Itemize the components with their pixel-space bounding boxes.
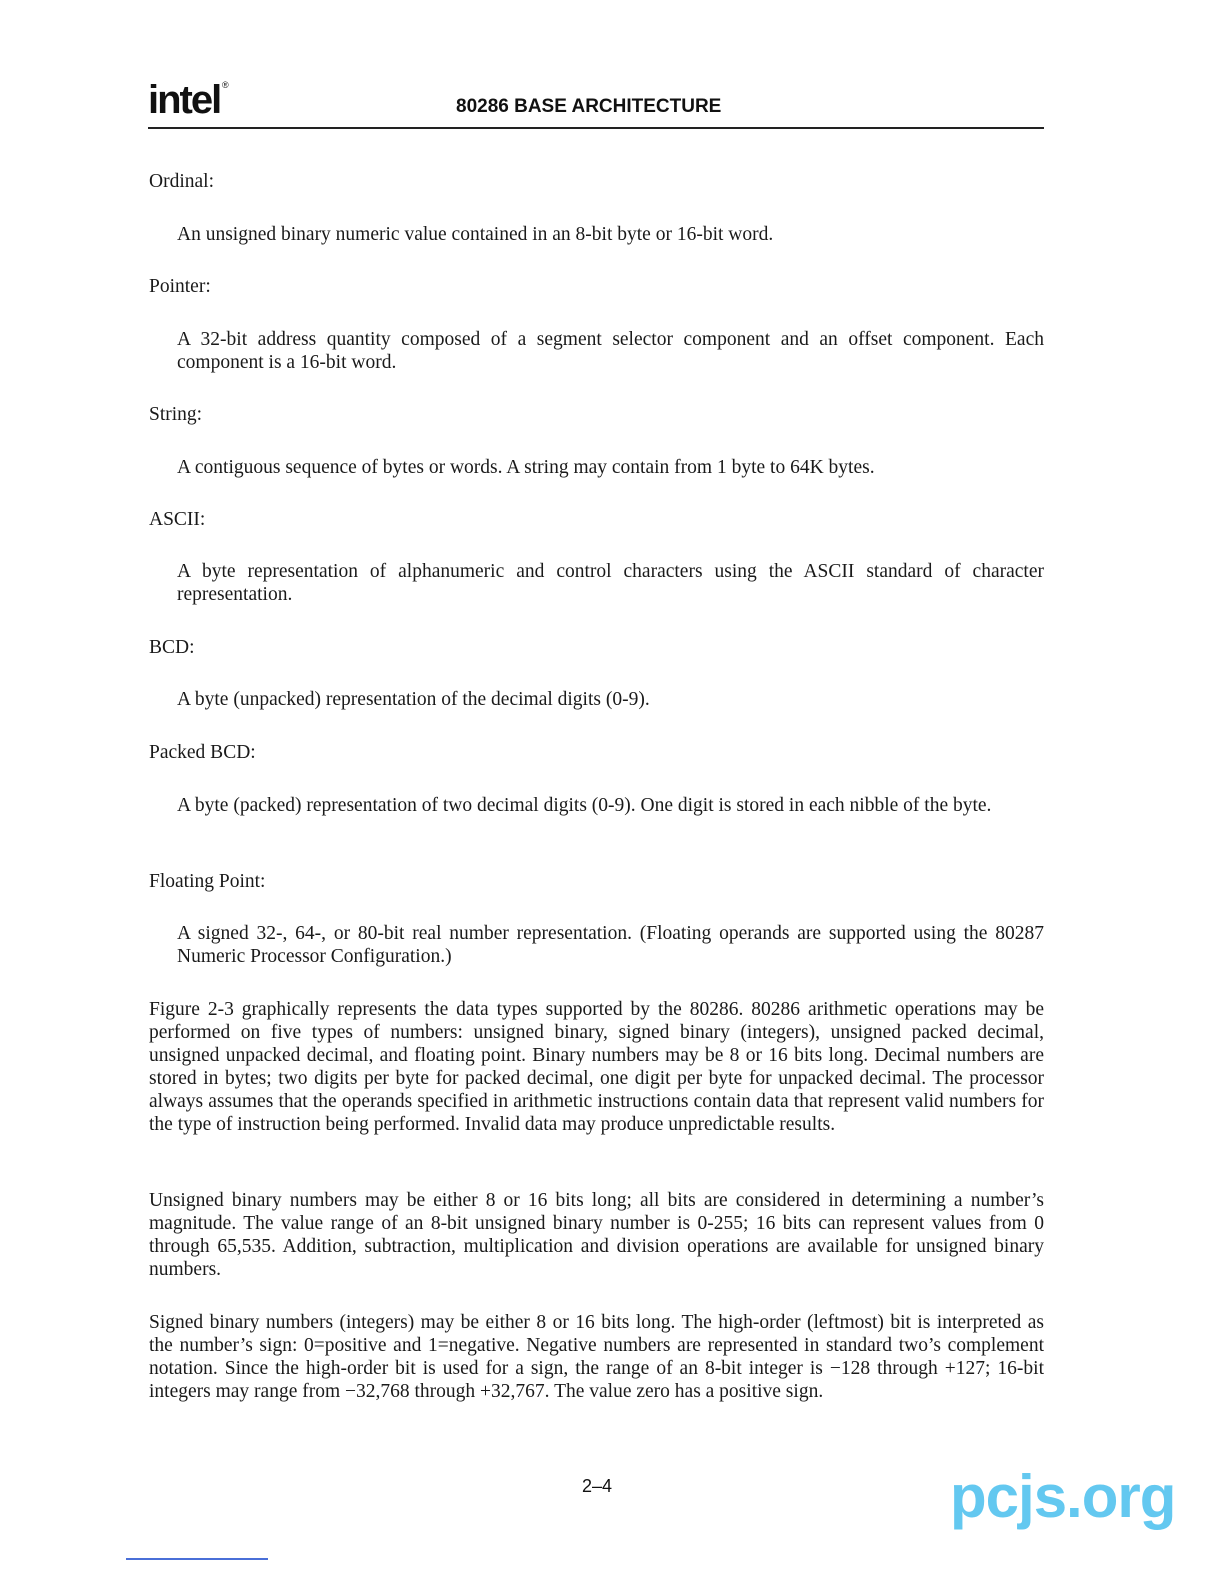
- paragraph-unsigned-binary: Unsigned binary numbers may be either 8 or 16 bits long; all bits are considered in determining a number’s magnitude. The value range of an 8-bit unsigned binary number is 0-255; 16 bits can represent values from 0 through 65,535. Addition, subtraction, multiplication and division operations are available for unsigned binary numbers.: [149, 1190, 1044, 1280]
- term-bcd: BCD:: [149, 637, 195, 658]
- definition-ascii: A byte representation of alphanumeric and control characters using the ASCII standard of character representation.: [177, 561, 1044, 605]
- definition-ordinal: An unsigned binary numeric value contained in an 8-bit byte or 16-bit word.: [177, 224, 774, 245]
- term-ordinal: Ordinal:: [149, 171, 214, 192]
- definition-pointer: A 32-bit address quantity composed of a segment selector component and an offset component. Each component is a 16-bit word.: [177, 329, 1044, 373]
- term-ascii: ASCII:: [149, 509, 206, 530]
- paragraph-signed-binary: Signed binary numbers (integers) may be either 8 or 16 bits long. The high-order (leftmost) bit is interpreted as the number’s sign: 0=positive and 1=negative. Negative numbers are represented in standard two’s complement notation. Since the high-order bit is used for a sign, the range of an 8-bit integer is −128 through +127; 16-bit integers may range from −32,768 through +32,767. The value zero has a positive sign.: [149, 1312, 1044, 1402]
- definition-floating-point: A signed 32-, 64-, or 80-bit real number representation. (Floating operands are supported using the 80287 Numeric Processor Configuration.): [177, 923, 1044, 967]
- term-pointer: Pointer:: [149, 276, 211, 297]
- pcjs-watermark: pcjs.org: [950, 1463, 1176, 1530]
- term-floating-point: Floating Point:: [149, 871, 266, 892]
- page-number: 2–4: [582, 1476, 613, 1496]
- footer-link-underline: [126, 1558, 268, 1560]
- term-packed-bcd: Packed BCD:: [149, 742, 256, 763]
- header-divider: [148, 127, 1044, 129]
- page-header: [148, 78, 1044, 130]
- definition-packed-bcd: A byte (packed) representation of two decimal digits (0-9). One digit is stored in each nibble of the byte.: [177, 795, 992, 816]
- definition-string: A contiguous sequence of bytes or words. A string may contain from 1 byte to 64K bytes.: [177, 457, 875, 478]
- registered-mark: ®: [222, 80, 229, 90]
- paragraph-data-types: Figure 2-3 graphically represents the data types supported by the 80286. 80286 arithmetic operations may be performed on five types of numbers: unsigned binary, signed binary (integers), unsigned packed decimal, unsigned unpacked decimal, and floating point. Binary numbers may be 8 or 16 bits long. Decimal numbers are stored in bytes; two digits per byte for packed decimal, one digit per byte for unpacked decimal. The processor always assumes that the operands specified in arithmetic instructions contain data that represent valid numbers for the type of instruction being performed. Invalid data may produce unpredictable results.: [149, 999, 1044, 1135]
- page-title: 80286 BASE ARCHITECTURE: [456, 96, 722, 117]
- term-string: String:: [149, 404, 203, 425]
- definition-bcd: A byte (unpacked) representation of the decimal digits (0-9).: [177, 689, 650, 710]
- intel-logo: intel: [148, 78, 221, 122]
